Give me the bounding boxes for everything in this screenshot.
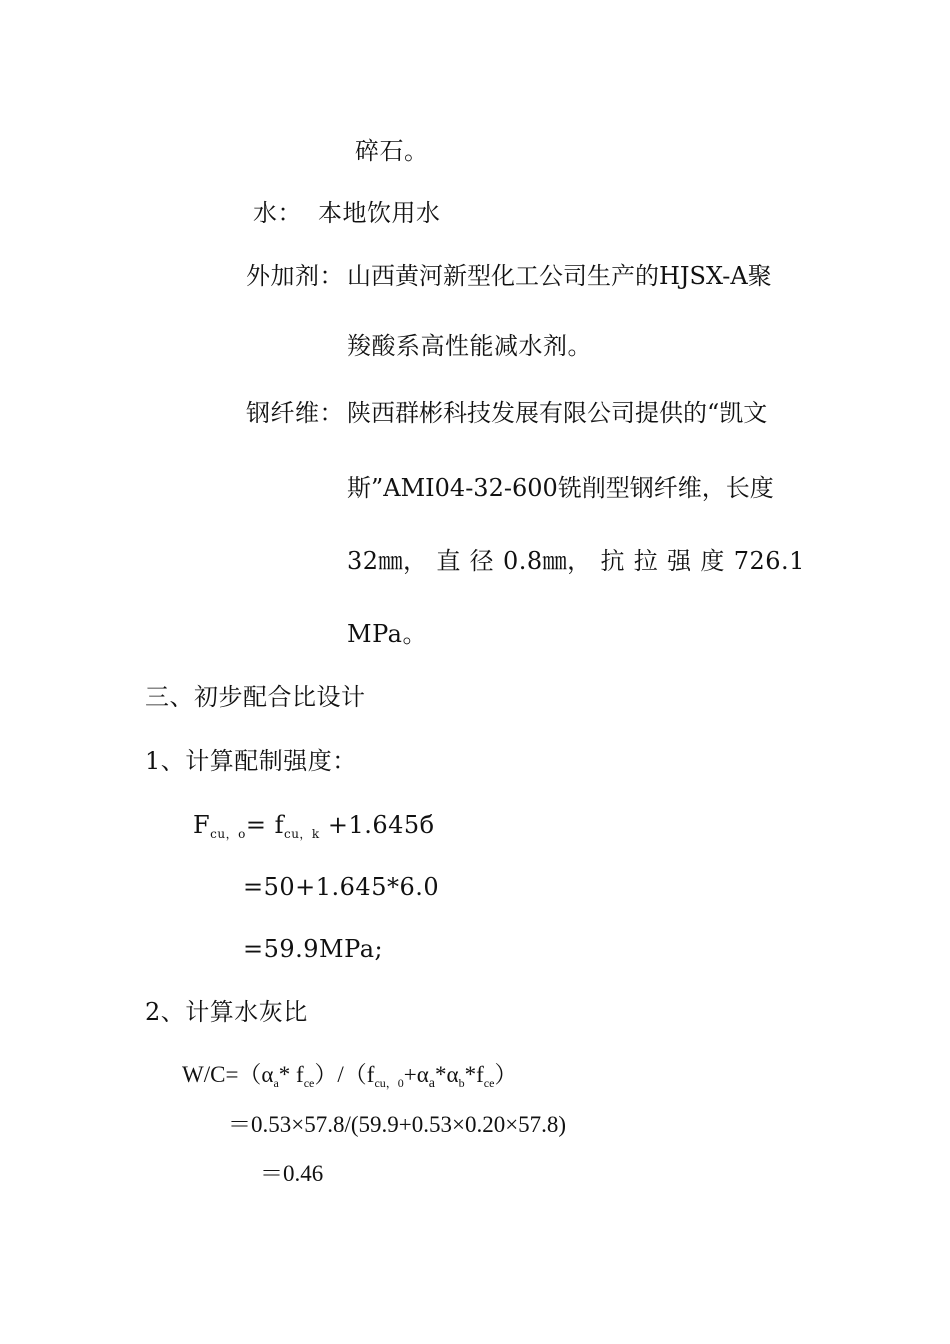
steel-fiber-line3-part: 强 bbox=[667, 547, 692, 575]
steel-fiber-line3-part: 度 bbox=[700, 547, 725, 575]
steel-fiber-line3-part: 32㎜， bbox=[347, 547, 428, 575]
formula-subscript: a bbox=[428, 1076, 436, 1091]
formula-rest: +1.645б bbox=[319, 811, 435, 839]
steel-fiber-line1: 陕西群彬科技发展有限公司提供的“凯文 bbox=[347, 399, 768, 427]
steel-fiber-line3-part: 726.1 bbox=[733, 547, 805, 575]
steel-fiber-line3-part: 径 bbox=[469, 547, 495, 575]
steel-fiber-label: 钢纤维： bbox=[246, 399, 344, 427]
strength-line2: =50+1.645*6.0 bbox=[243, 873, 440, 901]
strength-line3: =59.9MPa; bbox=[243, 935, 384, 963]
step1-heading: 1、计算配制强度： bbox=[145, 747, 357, 775]
steel-fiber-line3-part: 抗 bbox=[600, 547, 625, 575]
wc-part: +α bbox=[403, 1062, 429, 1087]
formula-subscript: cu，o bbox=[210, 827, 246, 841]
water-text: 本地饮用水 bbox=[318, 199, 441, 227]
wc-part: *α bbox=[435, 1062, 459, 1087]
steel-fiber-line3-part: 0.8㎜， bbox=[502, 547, 592, 575]
wc-part: ）/（f bbox=[314, 1062, 375, 1087]
water-label: 水： bbox=[253, 199, 302, 227]
wc-part: * f bbox=[278, 1062, 304, 1087]
steel-fiber-line3-part: 直 bbox=[436, 547, 461, 575]
stone-tail-line: 碎石。 bbox=[355, 137, 429, 165]
admixture-line1: 山西黄河新型化工公司生产的HJSX-A聚 bbox=[347, 262, 772, 290]
formula-subscript: ce bbox=[483, 1076, 495, 1090]
formula-subscript: cu，k bbox=[283, 827, 320, 841]
wc-part: ） bbox=[494, 1062, 518, 1087]
strength-formula bbox=[193, 810, 435, 840]
wc-part: W/C=（α bbox=[182, 1062, 274, 1087]
formula-subscript: b bbox=[458, 1076, 465, 1090]
steel-fiber-line3 bbox=[347, 546, 805, 576]
wc-part: *f bbox=[464, 1062, 484, 1087]
formula-subscript: ce bbox=[303, 1076, 315, 1090]
wc-formula bbox=[182, 1060, 517, 1090]
wc-line3: ＝0.46 bbox=[260, 1161, 324, 1186]
steel-fiber-line3-part: 拉 bbox=[633, 547, 659, 575]
formula-eq: = f bbox=[245, 811, 284, 839]
section3-heading: 三、初步配合比设计 bbox=[145, 683, 366, 711]
step2-heading: 2、计算水灰比 bbox=[145, 998, 308, 1026]
steel-fiber-line2: 斯”AMI04-32-600铣削型钢纤维，长度 bbox=[347, 474, 774, 502]
formula-subscript: a bbox=[273, 1076, 279, 1090]
admixture-line2: 羧酸系高性能减水剂。 bbox=[347, 332, 592, 360]
admixture-label: 外加剂： bbox=[246, 262, 344, 290]
formula-subscript: cu，0 bbox=[374, 1076, 404, 1090]
steel-fiber-line4: MPa。 bbox=[347, 620, 427, 648]
wc-line2: ＝0.53×57.8/(59.9+0.53×0.20×57.8) bbox=[228, 1112, 567, 1137]
formula-f: F bbox=[193, 811, 211, 839]
